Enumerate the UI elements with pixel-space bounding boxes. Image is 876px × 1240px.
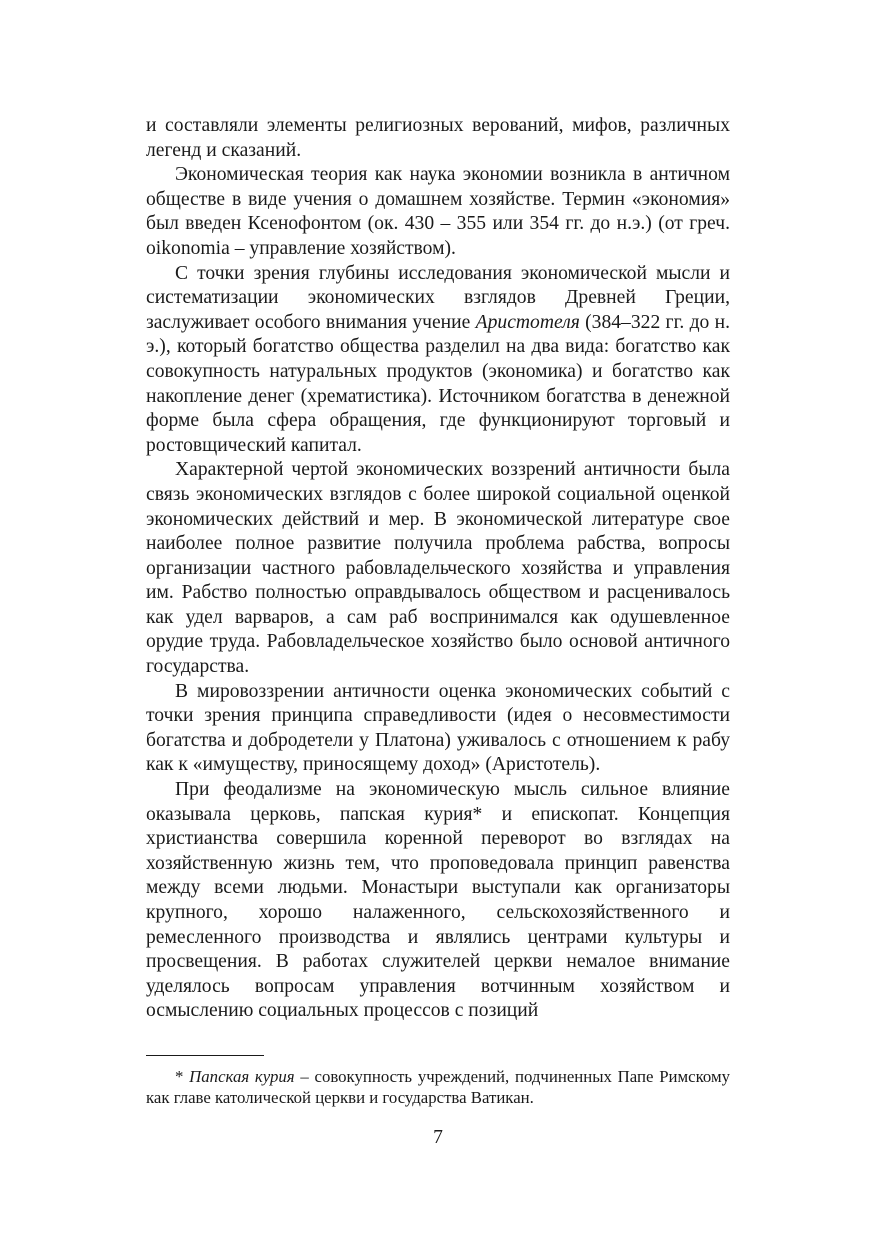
paragraph-3-text-before: С точки зрения глубины исследования экономической мысли и систематизации экономических взглядов Древней Греции, заслуживает особого внимания учение <box>146 262 730 333</box>
footnote-definition: – совокупность учреждений, подчиненных Папе Римскому как главе католической церкви и государства Ватикан. <box>146 1067 730 1107</box>
paragraph-5-text: В мировоззрении античности оценка экономических событий с точки зрения принципа справедливости (идея о несовместимости богатства и добродетели у Платона) уживалось с отношением к рабу как к «имуществу, приносящему доход» (Аристотель). <box>146 680 730 776</box>
footnote-divider <box>146 1055 264 1056</box>
paragraph-1 <box>146 114 730 163</box>
paragraph-5 <box>146 680 730 778</box>
body-text <box>146 114 730 1024</box>
paragraph-3-emphasis: Аристотеля <box>475 311 580 333</box>
page-number: 7 <box>433 1127 443 1148</box>
paragraph-3 <box>146 262 730 459</box>
footnote-marker: * <box>175 1067 190 1086</box>
paragraph-6-text: При феодализме на экономическую мысль сильное влияние оказывала церковь, папская курия* и епископат. Концепция христианства совершила коренной переворот во взглядах на хозяйственную жизнь тем, что проповедовала принцип равенства между всеми людьми. Монастыри выступали как организаторы крупного, хорошо налаженного, сельскохозяйственного и ремесленного производства и являлись центрами культуры и просвещения. В работах служителей церкви немалое внимание уделялось вопросам управления вотчинным хозяйством и осмыслению социальных процессов с позиций <box>146 779 730 1022</box>
paragraph-1-text: и составляли элементы религиозных верований, мифов, различных легенд и сказаний. <box>146 115 730 161</box>
footnote <box>146 1066 730 1108</box>
paragraph-6 <box>146 778 730 1024</box>
paragraph-4-text: Характерной чертой экономических воззрений античности была связь экономических взглядов с более широкой социальной оценкой экономических действий и мер. В экономической литературе свое наиболее полное развитие получила проблема рабства, вопросы организации частного рабовладельческого хозяйства и управления им. Рабство полностью оправдывалось обществом и расценивалось как удел варваров, а сам раб воспринимался как одушевленное орудие труда. Рабовладельческое хозяйство было основой античного государства. <box>146 459 730 678</box>
paragraph-3-text-after: (384–322 гг. до н. э.), который богатство общества разделил на два вида: богатство как совокупность натуральных продуктов (экономика) и богатство как накопление денег (хрематистика). Источником богатства в денежной форме была сфера обращения, где функционируют торговый и ростовщический капитал. <box>146 311 731 456</box>
paragraph-4 <box>146 458 730 679</box>
footnote-term: Папская курия <box>189 1067 295 1086</box>
paragraph-2 <box>146 163 730 261</box>
paragraph-2-text: Экономическая теория как наука экономии возникла в античном обществе в виде учения о домашнем хозяйстве. Термин «экономия» был введен Ксенофонтом (ок. 430 – 355 или 354 гг. до н.э.) (от греч. oikonomia – управление хозяйством). <box>146 164 730 259</box>
